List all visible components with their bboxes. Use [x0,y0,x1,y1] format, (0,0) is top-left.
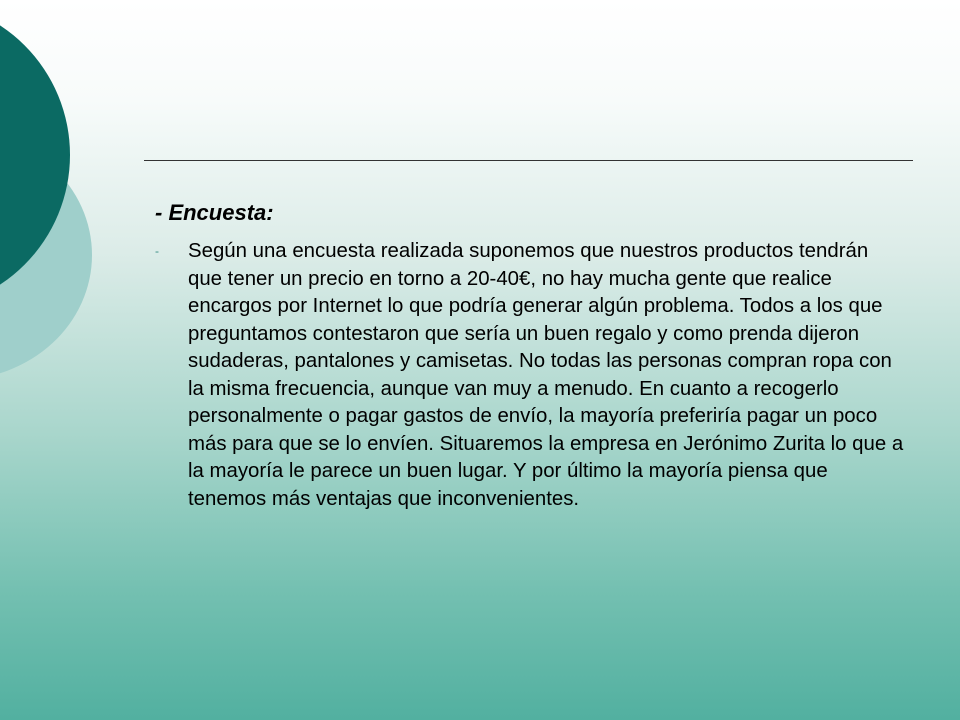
title-divider-line [144,160,913,161]
bullet-item [155,238,905,513]
section-heading: - Encuesta: [155,200,274,225]
bullet-marker: - [155,244,159,258]
bullet-text: Según una encuesta realizada suponemos que nuestros productos tendrán que tener un precio en torno a 20-40€, no hay mucha gente que realice encargos por Internet lo que podría generar algún problema. Todos a los que preguntamos contestaron que sería un buen regalo y como prenda dijeron sudaderas, pantalones y camisetas. No todas las personas compran ropa con la misma frecuencia, aunque van muy a menudo. En cuanto a recogerlo personalmente o pagar gastos de envío, la mayoría preferiría pagar un poco más para que se lo envíen. Situaremos la empresa en Jerónimo Zurita lo que a la mayoría le parece un buen lugar. Y por último la mayoría piensa que tenemos más ventajas que inconvenientes. [188,240,904,510]
slide-content [155,200,905,513]
